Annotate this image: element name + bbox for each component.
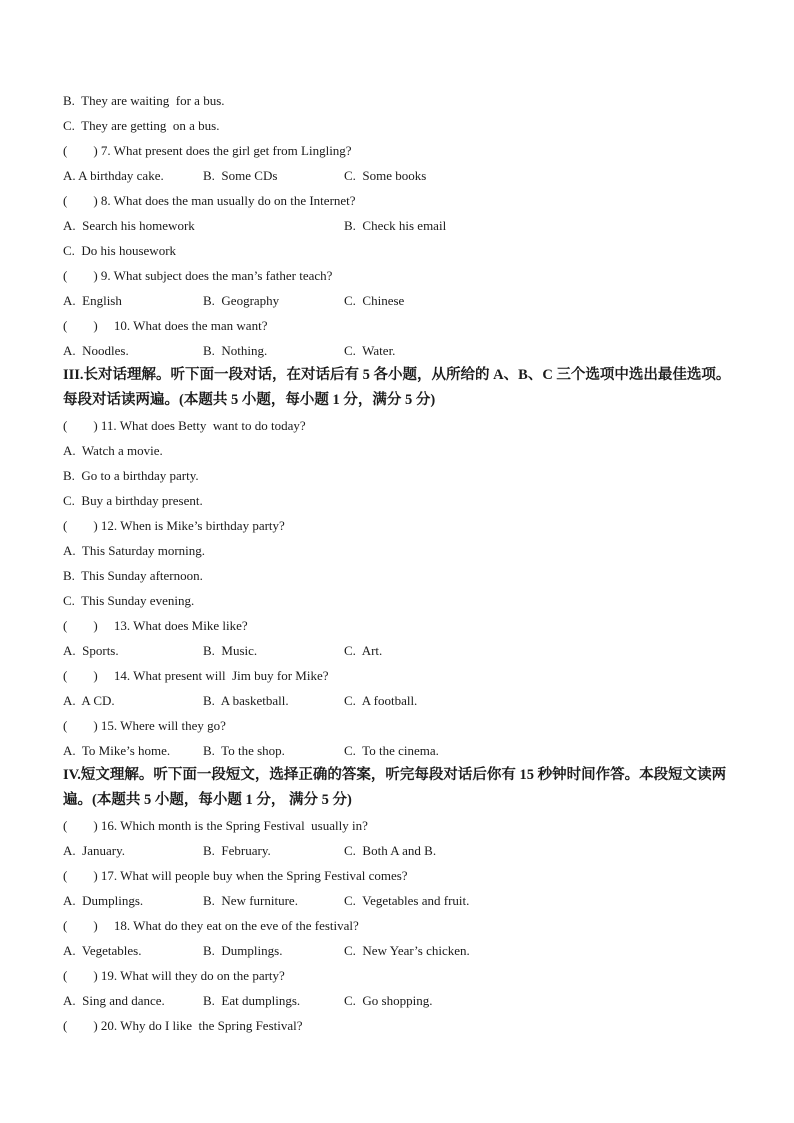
answer-option: B. New furniture. <box>203 893 298 908</box>
option-line: C. This Sunday evening. <box>63 593 195 608</box>
option-line: B. They are waiting for a bus. <box>63 93 225 108</box>
answer-option: B. Music. <box>203 643 258 658</box>
answer-option: C. Water. <box>344 343 396 358</box>
question-text: ( ) 9. What subject does the man’s father teach? <box>63 268 333 283</box>
answer-option: C. Go shopping. <box>344 993 433 1008</box>
question-text: ( ) 11. What does Betty want to do today? <box>63 418 306 433</box>
answer-option: C. Chinese <box>344 293 405 308</box>
answer-option: B. February. <box>203 843 271 858</box>
exam-page <box>63 88 743 1038</box>
question-text: ( ) 12. When is Mike’s birthday party? <box>63 518 285 533</box>
section-heading: IV.短文理解。听下面一段短文，选择正确的答案，听完每段对话后你有 15 秒钟时间作答。本段短文读两遍。(本题共 5 小题，每小题 1 分， 满分 5 分) <box>63 767 727 808</box>
answer-option: C. To the cinema. <box>344 743 439 758</box>
answer-option: B. Some CDs <box>203 168 278 183</box>
question-text: ( ) 15. Where will they go? <box>63 718 226 733</box>
section-heading: III.长对话理解。听下面一段对话，在对话后有 5 各小题，从所给的 A、B、C 三个选项中选出最佳选项。每段对话读两遍。(本题共 5 小题，每小题 1 分，满分 5 分) <box>63 367 731 408</box>
answer-option: C. Vegetables and fruit. <box>344 893 470 908</box>
question-text: ( ) 18. What do they eat on the eve of the festival? <box>63 918 359 933</box>
answer-option: C. New Year’s chicken. <box>344 943 470 958</box>
answer-option: B. Geography <box>203 293 280 308</box>
answer-option: A. Dumplings. <box>63 893 144 908</box>
answer-option: A. Sports. <box>63 643 119 658</box>
answer-options <box>63 888 743 913</box>
answer-options <box>63 288 743 313</box>
answer-option: A. A CD. <box>63 693 115 708</box>
answer-options <box>63 338 743 363</box>
answer-options <box>63 738 743 763</box>
question-text: ( ) 16. Which month is the Spring Festival usually in? <box>63 818 368 833</box>
question-text: ( ) 10. What does the man want? <box>63 318 268 333</box>
answer-option: A. English <box>63 293 122 308</box>
answer-option: B. Nothing. <box>203 343 268 358</box>
answer-option: A. Vegetables. <box>63 943 142 958</box>
answer-options <box>63 938 743 963</box>
answer-option: A. January. <box>63 843 125 858</box>
option-line: C. Buy a birthday present. <box>63 493 203 508</box>
question-text: ( ) 14. What present will Jim buy for Mike? <box>63 668 329 683</box>
question-text: ( ) 20. Why do I like the Spring Festival? <box>63 1018 303 1033</box>
answer-option: A. Sing and dance. <box>63 993 165 1008</box>
option-line: B. Go to a birthday party. <box>63 468 199 483</box>
answer-option: A. Search his homework <box>63 218 195 233</box>
answer-option: B. Eat dumplings. <box>203 993 301 1008</box>
question-text: ( ) 7. What present does the girl get from Lingling? <box>63 143 352 158</box>
answer-option: A. A birthday cake. <box>63 168 164 183</box>
answer-option: B. A basketball. <box>203 693 289 708</box>
answer-option: B. Check his email <box>344 218 447 233</box>
option-line: A. This Saturday morning. <box>63 543 206 558</box>
option-line: B. This Sunday afternoon. <box>63 568 203 583</box>
answer-option: B. To the shop. <box>203 743 285 758</box>
answer-options <box>63 213 743 238</box>
question-text: ( ) 13. What does Mike like? <box>63 618 248 633</box>
answer-options <box>63 688 743 713</box>
option-line: A. Watch a movie. <box>63 443 163 458</box>
answer-options <box>63 838 743 863</box>
option-line: C. They are getting on a bus. <box>63 118 220 133</box>
question-text: ( ) 19. What will they do on the party? <box>63 968 285 983</box>
answer-options <box>63 638 743 663</box>
answer-option: A. To Mike’s home. <box>63 743 171 758</box>
answer-option: C. Art. <box>344 643 383 658</box>
question-text: ( ) 17. What will people buy when the Spring Festival comes? <box>63 868 408 883</box>
answer-options <box>63 163 743 188</box>
question-text: ( ) 8. What does the man usually do on the Internet? <box>63 193 356 208</box>
answer-options <box>63 988 743 1013</box>
answer-option: C. A football. <box>344 693 418 708</box>
answer-option: B. Dumplings. <box>203 943 283 958</box>
option-line: C. Do his housework <box>63 243 177 258</box>
answer-option: C. Both A and B. <box>344 843 437 858</box>
answer-option: C. Some books <box>344 168 427 183</box>
answer-option: A. Noodles. <box>63 343 129 358</box>
